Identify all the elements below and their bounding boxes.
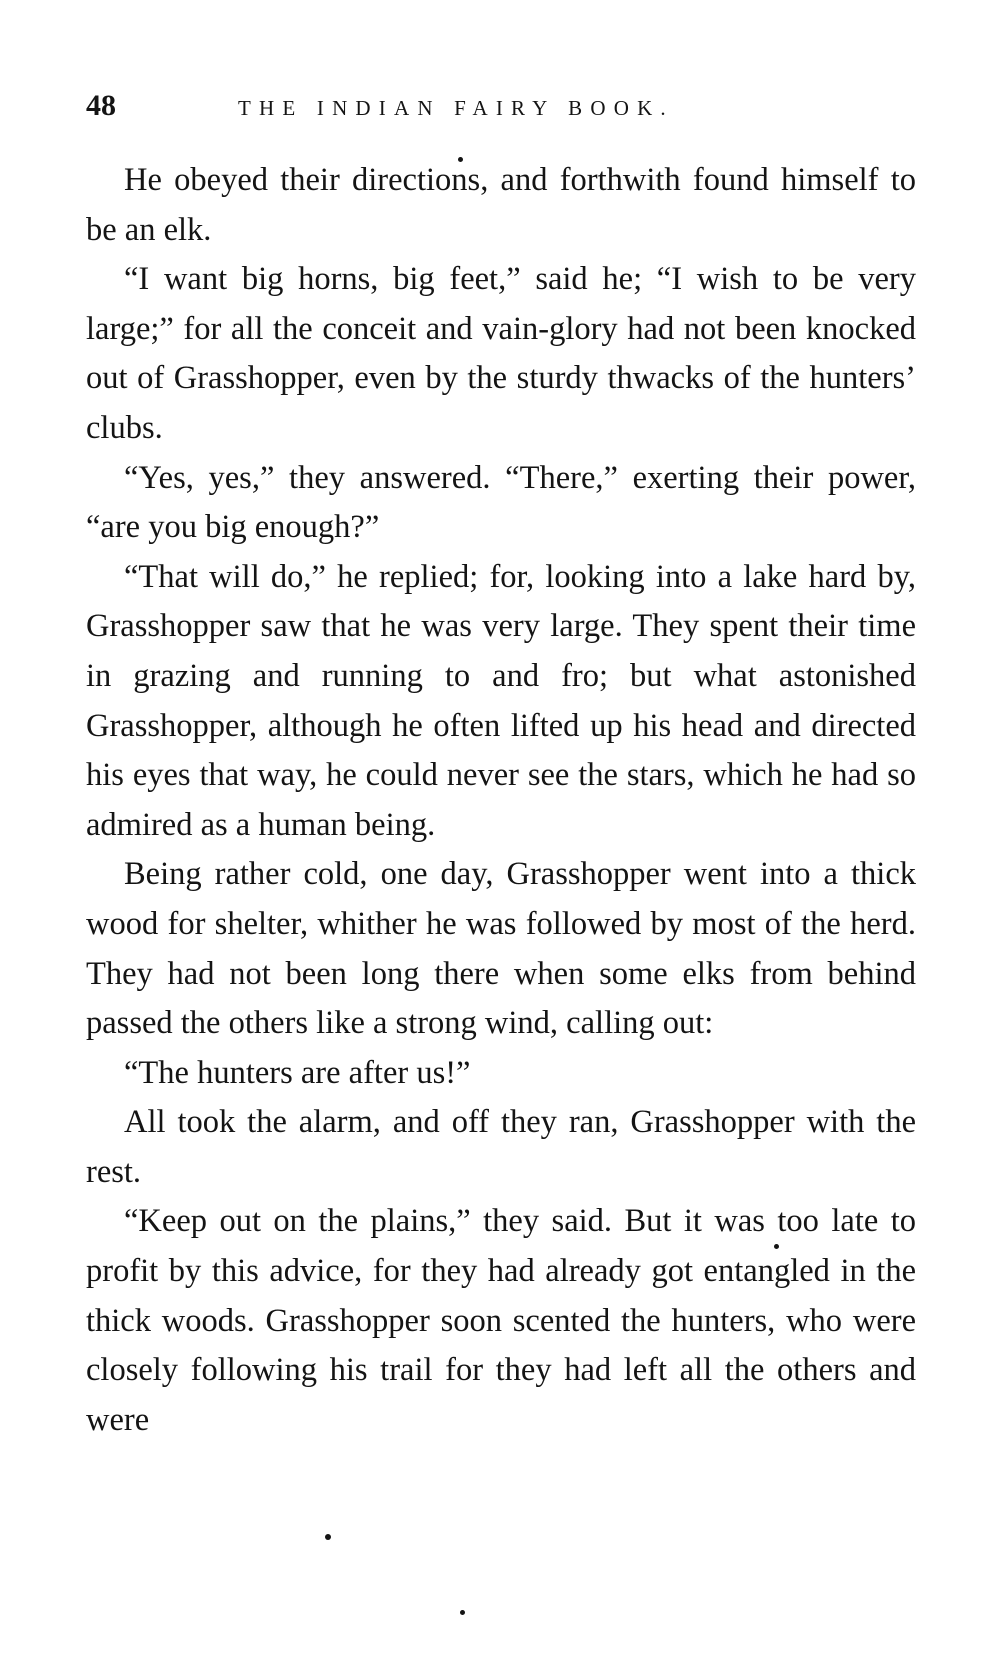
page-header: [86, 86, 916, 126]
paragraph: Being rather cold, one day, Grasshopper went into a thick wood for shelter, whither he was followed by most of the herd. They had not been long there when some elks from behind passed the others like a strong wind, calling out:: [86, 856, 916, 1042]
paragraph: “That will do,” he replied; for, looking into a lake hard by, Grasshopper saw that he was very large. They spent their time in grazing and running to and fro; but what astonished Grasshopper, although he often lifted up his head and directed his eyes that way, he could never see the stars, which he had so admired as a human being.: [86, 558, 916, 843]
paragraph: He obeyed their directions, and forthwith found himself to be an elk.: [86, 162, 916, 248]
paragraph: “The hunters are after us!”: [124, 1054, 471, 1091]
paragraph: “Yes, yes,” they answered. “There,” exerting their power, “are you big enough?”: [86, 459, 916, 546]
ink-speck: [458, 157, 463, 162]
ink-speck: [325, 1534, 331, 1540]
paragraph: “I want big horns, big feet,” said he; “I wish to be very large;” for all the conceit and vain-glory had not been knocked out of Grasshopper, even by the sturdy thwacks of the hunters’ clubs.: [86, 261, 916, 446]
ink-speck: [774, 1244, 779, 1249]
ink-speck: [460, 1610, 465, 1615]
page-number: 48: [86, 89, 116, 122]
paragraph: “Keep out on the plains,” they said. But it was too late to profit by this advice, for they had already got entangled in the thick woods. Grasshopper soon scented the hunters, who were closely following his trail for they had left all the others and were: [86, 1203, 916, 1438]
running-title: THE INDIAN FAIRY BOOK.: [238, 96, 674, 120]
body-text: [86, 156, 916, 1445]
paragraph: All took the alarm, and off they ran, Grasshopper with the rest.: [86, 1104, 916, 1190]
